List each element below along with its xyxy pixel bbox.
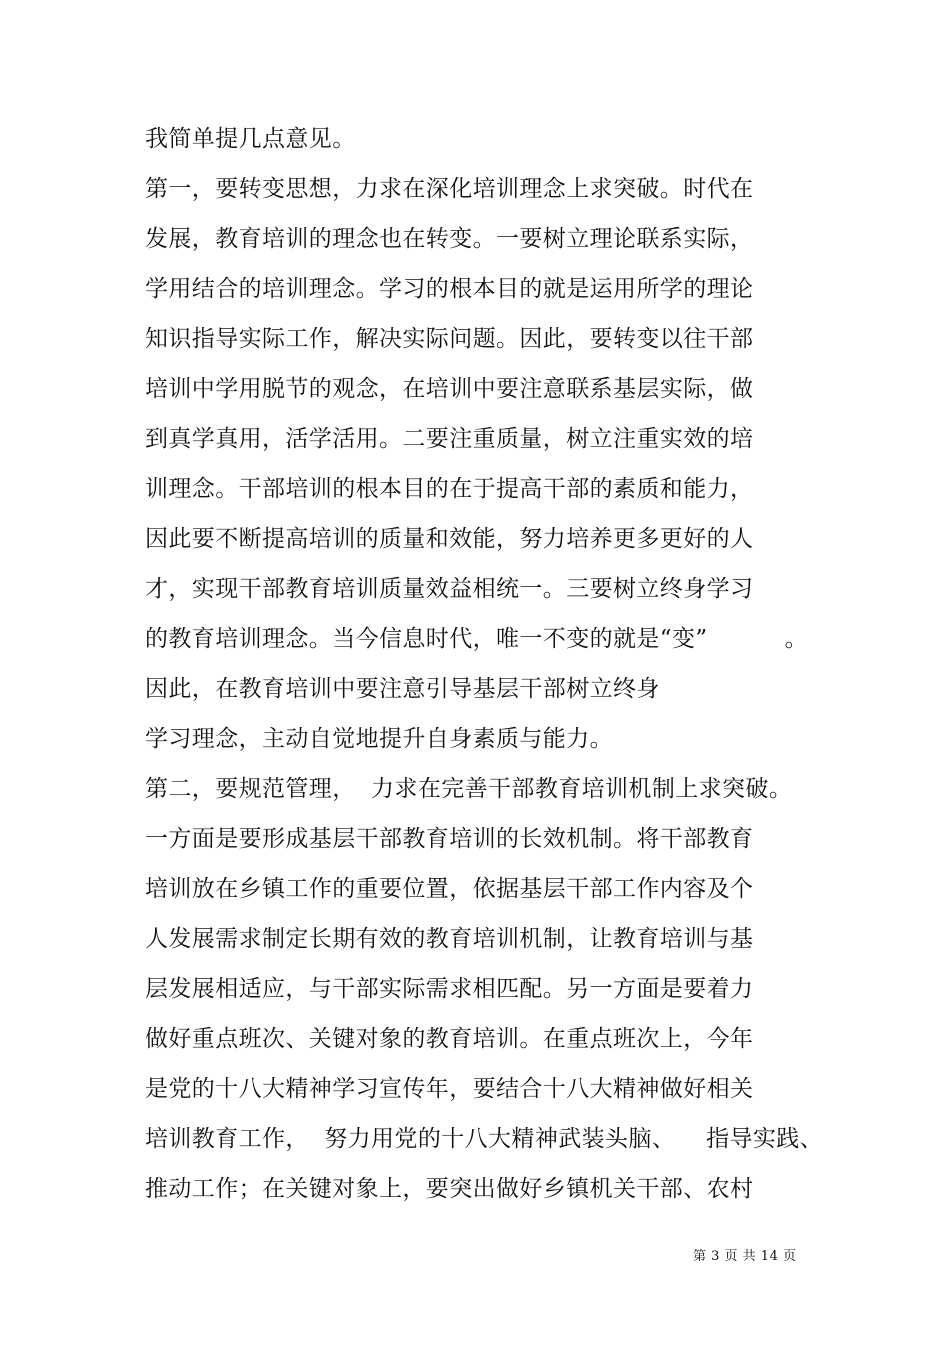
text-line: 学用结合的培训理念。学习的根本目的就是运用所学的理论 [145, 276, 754, 302]
text-line: 因此要不断提高培训的质量和效能，努力培养更多更好的人 [145, 526, 754, 552]
text-line: 培训教育工作， 努力用党的十八大精神武装头脑、 指导实践、 [145, 1126, 824, 1152]
text-line: 到真学真用，活学活用。二要注重质量，树立注重实效的培 [145, 426, 754, 452]
text-line: 层发展相适应，与干部实际需求相匹配。另一方面是要着力 [145, 976, 754, 1002]
text-line: 的教育培训理念。当今信息时代，唯一不变的就是“变” 。 [145, 626, 809, 652]
text-line: 做好重点班次、关键对象的教育培训。在重点班次上，今年 [145, 1026, 754, 1052]
text-line: 推动工作；在关键对象上，要突出做好乡镇机关干部、农村 [145, 1176, 754, 1202]
text-line: 一方面是要形成基层干部教育培训的长效机制。将干部教育 [145, 826, 754, 852]
text-line: 第二，要规范管理， 力求在完善干部教育培训机制上求突破。 [145, 776, 793, 802]
text-line: 我简单提几点意见。 [145, 126, 356, 152]
text-line: 学习理念，主动自觉地提升自身素质与能力。 [145, 726, 613, 752]
text-line: 培训放在乡镇工作的重要位置，依据基层干部工作内容及个 [145, 876, 754, 902]
page-number-footer: 第 3 页 共 14 页 [693, 1249, 797, 1264]
text-line: 是党的十八大精神学习宣传年，要结合十八大精神做好相关 [145, 1076, 754, 1102]
text-line: 人发展需求制定长期有效的教育培训机制，让教育培训与基 [145, 926, 754, 952]
text-line: 培训中学用脱节的观念，在培训中要注意联系基层实际，做 [145, 376, 754, 402]
text-line: 因此，在教育培训中要注意引导基层干部树立终身 [145, 676, 660, 702]
text-line: 才，实现干部教育培训质量效益相统一。三要树立终身学习 [145, 576, 754, 602]
text-line: 发展，教育培训的理念也在转变。一要树立理论联系实际， [145, 226, 754, 252]
text-line: 第一，要转变思想，力求在深化培训理念上求突破。时代在 [145, 176, 754, 202]
text-line: 知识指导实际工作，解决实际问题。因此，要转变以往干部 [145, 326, 754, 352]
text-line: 训理念。干部培训的根本目的在于提高干部的素质和能力， [145, 476, 754, 502]
